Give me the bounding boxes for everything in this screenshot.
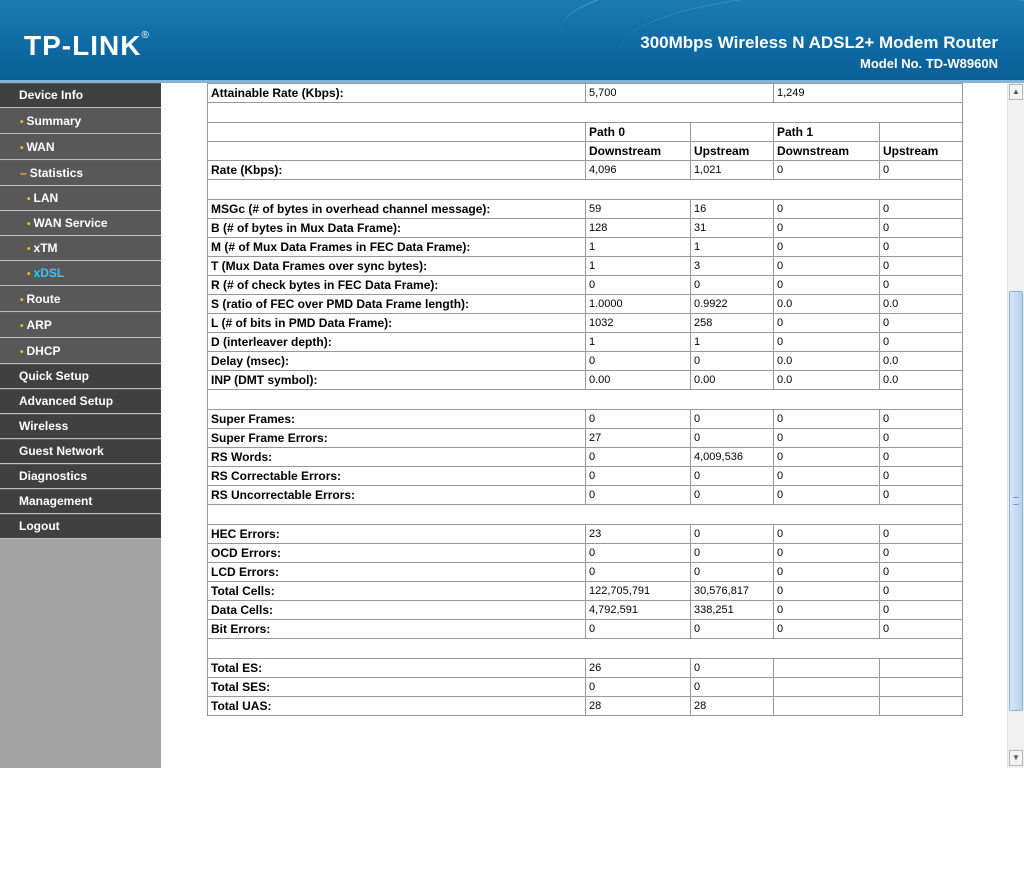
cell-value: 338,251: [691, 601, 774, 620]
sidebar-item-summary[interactable]: [0, 108, 161, 134]
row-label: RS Correctable Errors:: [208, 467, 586, 486]
row-label: RS Uncorrectable Errors:: [208, 486, 586, 505]
cell-value: 0: [774, 544, 880, 563]
cell-value: 0: [880, 620, 963, 639]
cell-value: 1: [691, 238, 774, 257]
cell-value: 0: [691, 678, 774, 697]
sidebar-item-label: ARP: [26, 318, 52, 332]
sidebar-item-label: WAN Service: [33, 216, 108, 230]
sidebar-item-label: Summary: [26, 114, 82, 128]
cell-value: 0: [880, 161, 963, 180]
cell-value: 0: [880, 219, 963, 238]
cell-value: 0: [691, 544, 774, 563]
model-number: Model No. TD-W8960N: [860, 56, 998, 71]
sidebar-item-label: Advanced Setup: [19, 394, 114, 408]
cell-value: 0.00: [586, 371, 691, 390]
cell-value: 0: [586, 563, 691, 582]
sidebar-item-wireless[interactable]: [0, 414, 161, 439]
sidebar-item-label: Wireless: [19, 419, 69, 433]
cell-value: 0: [774, 219, 880, 238]
table-row-msgc: [208, 200, 963, 219]
cell-value: 0: [691, 410, 774, 429]
table-row-attainable-rate: [208, 84, 963, 103]
table-row-data-cells: [208, 601, 963, 620]
table-row-super-frame-errors: [208, 429, 963, 448]
column-header-downstream: Downstream: [586, 142, 691, 161]
column-header-path1: Path 1: [774, 123, 880, 142]
table-spacer-row: [208, 103, 963, 123]
table-row-rs-correctable: [208, 467, 963, 486]
cell-value: 0.00: [691, 371, 774, 390]
cell-value: 0: [880, 238, 963, 257]
cell-value: 0: [774, 467, 880, 486]
cell-value: 0.0: [774, 352, 880, 371]
cell-value: 0: [586, 410, 691, 429]
table-row-lcd-errors: [208, 563, 963, 582]
row-label: HEC Errors:: [208, 525, 586, 544]
cell-value: 0.0: [880, 371, 963, 390]
cell-value: 0: [880, 276, 963, 295]
bullet-icon: •: [20, 143, 24, 154]
sidebar-item-dhcp[interactable]: [0, 338, 161, 364]
sidebar-item-wan-service[interactable]: [0, 211, 161, 236]
sidebar-item-label: WAN: [26, 140, 55, 154]
cell-value: 0.0: [774, 371, 880, 390]
table-row-bit-errors: [208, 620, 963, 639]
table-row-direction-header: [208, 142, 963, 161]
cell-value: 16: [691, 200, 774, 219]
row-label: Total ES:: [208, 659, 586, 678]
cell-value: 0: [880, 467, 963, 486]
cell-value: 0: [691, 276, 774, 295]
cell-value: 0: [774, 429, 880, 448]
sidebar-item-label: Device Info: [19, 88, 84, 102]
row-label: T (Mux Data Frames over sync bytes):: [208, 257, 586, 276]
cell-value: 0: [880, 525, 963, 544]
cell-value: 0: [880, 582, 963, 601]
vertical-scrollbar[interactable]: [1007, 83, 1024, 768]
table-row-rs-words: [208, 448, 963, 467]
cell-value: 0: [586, 678, 691, 697]
cell-value: 1032: [586, 314, 691, 333]
row-label: S (ratio of FEC over PMD Data Frame length):: [208, 295, 586, 314]
cell-value: 0: [586, 620, 691, 639]
bullet-icon: •: [27, 194, 31, 205]
sidebar-item-xtm[interactable]: [0, 236, 161, 261]
cell-value: 3: [691, 257, 774, 276]
row-label: Super Frames:: [208, 410, 586, 429]
cell-value: 258: [691, 314, 774, 333]
cell-value: 0: [774, 314, 880, 333]
row-label: MSGc (# of bytes in overhead channel message):: [208, 200, 586, 219]
cell-value: 0: [774, 486, 880, 505]
cell-value: 122,705,791: [586, 582, 691, 601]
cell-value: 4,096: [586, 161, 691, 180]
sidebar-item-guest-network[interactable]: [0, 439, 161, 464]
cell-value: 1.0000: [586, 295, 691, 314]
cell-value: 0: [880, 486, 963, 505]
row-label: INP (DMT symbol):: [208, 371, 586, 390]
cell-value: 0: [691, 659, 774, 678]
cell-value: 0: [691, 467, 774, 486]
grip-icon: [1013, 497, 1019, 505]
table-spacer-row: [208, 639, 963, 659]
table-row-total-es: [208, 659, 963, 678]
cell-value: 0: [774, 582, 880, 601]
bullet-icon: •: [20, 347, 24, 358]
sidebar-item-management[interactable]: [0, 489, 161, 514]
sidebar-item-label: DHCP: [26, 344, 61, 358]
sidebar-item-xdsl[interactable]: [0, 261, 161, 286]
cell-value: 0: [774, 161, 880, 180]
sidebar-item-statistics[interactable]: [0, 160, 161, 186]
cell-value: 0.0: [880, 295, 963, 314]
sidebar-item-wan[interactable]: [0, 134, 161, 160]
sidebar-item-device-info[interactable]: [0, 83, 161, 108]
main-content: [161, 83, 1007, 768]
column-header-downstream: Downstream: [774, 142, 880, 161]
row-label: Total SES:: [208, 678, 586, 697]
row-label: Total Cells:: [208, 582, 586, 601]
cell-value: 26: [586, 659, 691, 678]
cell-value: 23: [586, 525, 691, 544]
cell-value: 0: [880, 544, 963, 563]
cell-value: 0: [880, 563, 963, 582]
cell-value: 0: [691, 352, 774, 371]
cell-value: 59: [586, 200, 691, 219]
column-header-upstream: Upstream: [691, 142, 774, 161]
row-label: Rate (Kbps):: [208, 161, 586, 180]
cell-value: 0: [586, 352, 691, 371]
xdsl-statistics-table: [207, 83, 963, 716]
sidebar-item-logout[interactable]: [0, 514, 161, 539]
cell-value: 0: [691, 620, 774, 639]
cell-value: 0: [586, 467, 691, 486]
cell-value: 0: [880, 601, 963, 620]
row-label: M (# of Mux Data Frames in FEC Data Frame):: [208, 238, 586, 257]
cell-value: 1: [586, 333, 691, 352]
cell-value: 0.0: [880, 352, 963, 371]
cell-value: 0: [774, 257, 880, 276]
sidebar-item-label: Route: [26, 292, 61, 306]
table-spacer-row: [208, 390, 963, 410]
cell-value: 4,009,536: [691, 448, 774, 467]
cell-value: 0: [774, 563, 880, 582]
cell-value: 128: [586, 219, 691, 238]
brand-name: TP-LINK: [24, 30, 142, 61]
cell-value: 0: [774, 238, 880, 257]
cell-value: 0: [880, 200, 963, 219]
table-row-d: [208, 333, 963, 352]
cell-value: 0: [774, 410, 880, 429]
minus-icon: –: [20, 166, 27, 180]
sidebar-item-label: Guest Network: [19, 444, 104, 458]
cell-value: 0: [774, 276, 880, 295]
table-row-m: [208, 238, 963, 257]
sidebar-item-label: Diagnostics: [19, 469, 88, 483]
cell-value: 0: [774, 601, 880, 620]
arrow-up-icon[interactable]: ▲: [1009, 84, 1023, 100]
cell-value: 5,700: [586, 84, 774, 103]
table-row-delay: [208, 352, 963, 371]
cell-value: 0: [880, 314, 963, 333]
table-row-total-cells: [208, 582, 963, 601]
product-title: 300Mbps Wireless N ADSL2+ Modem Router: [640, 33, 998, 52]
header-banner: [0, 0, 1024, 80]
sidebar-item-label: xTM: [33, 241, 58, 255]
cell-value: 0: [880, 448, 963, 467]
cell-value: 31: [691, 219, 774, 238]
cell-value: 4,792,591: [586, 601, 691, 620]
table-row-s: [208, 295, 963, 314]
sidebar-item-label: xDSL: [33, 266, 65, 280]
cell-value: 0: [880, 429, 963, 448]
cell-value: 0: [691, 429, 774, 448]
bullet-icon: •: [27, 219, 31, 230]
cell-value: 0: [774, 525, 880, 544]
row-label: Total UAS:: [208, 697, 586, 716]
scrollbar-thumb[interactable]: [1009, 291, 1023, 711]
cell-value: 1,249: [774, 84, 963, 103]
brand-registered-mark: ®: [141, 30, 150, 41]
cell-value: 0.0: [774, 295, 880, 314]
row-label: B (# of bytes in Mux Data Frame):: [208, 219, 586, 238]
cell-value: 1: [691, 333, 774, 352]
table-row-b: [208, 219, 963, 238]
cell-value: 0: [691, 486, 774, 505]
row-label: OCD Errors:: [208, 544, 586, 563]
cell-value: 0: [586, 486, 691, 505]
row-label: LCD Errors:: [208, 563, 586, 582]
brand-logo: [24, 30, 150, 62]
sidebar-item-advanced-setup[interactable]: [0, 389, 161, 414]
cell-value: 0: [880, 257, 963, 276]
table-row-inp: [208, 371, 963, 390]
sidebar-item-diagnostics[interactable]: [0, 464, 161, 489]
cell-value: 0: [774, 200, 880, 219]
row-label: Super Frame Errors:: [208, 429, 586, 448]
bullet-icon: •: [27, 244, 31, 255]
cell-value: 0: [691, 563, 774, 582]
table-row-rate: [208, 161, 963, 180]
bullet-icon: •: [27, 269, 31, 280]
sidebar-item-label: Statistics: [29, 166, 84, 180]
sidebar-item-label: LAN: [33, 191, 59, 205]
bullet-icon: •: [20, 117, 24, 128]
sidebar-item-label: Logout: [19, 519, 60, 533]
row-label: Delay (msec):: [208, 352, 586, 371]
bullet-icon: •: [20, 321, 24, 332]
arrow-down-icon[interactable]: ▼: [1009, 750, 1023, 766]
sidebar-menu: [0, 83, 161, 768]
table-row-r: [208, 276, 963, 295]
row-label: Data Cells:: [208, 601, 586, 620]
cell-value: 0: [880, 333, 963, 352]
table-row-t: [208, 257, 963, 276]
table-row-l: [208, 314, 963, 333]
cell-value: 0: [691, 525, 774, 544]
row-label: Attainable Rate (Kbps):: [208, 84, 586, 103]
row-label: D (interleaver depth):: [208, 333, 586, 352]
sidebar-item-label: Quick Setup: [19, 369, 90, 383]
sidebar-item-route[interactable]: [0, 286, 161, 312]
cell-value: 0: [774, 333, 880, 352]
row-label: RS Words:: [208, 448, 586, 467]
row-label: Bit Errors:: [208, 620, 586, 639]
row-label: R (# of check bytes in FEC Data Frame):: [208, 276, 586, 295]
cell-value: 0: [880, 410, 963, 429]
cell-value: 0: [774, 620, 880, 639]
cell-value: 27: [586, 429, 691, 448]
table-row-total-ses: [208, 678, 963, 697]
table-row-rs-uncorrectable: [208, 486, 963, 505]
cell-value: 1,021: [691, 161, 774, 180]
cell-value: 28: [691, 697, 774, 716]
cell-value: 28: [586, 697, 691, 716]
table-row-total-uas: [208, 697, 963, 716]
cell-value: 0: [586, 544, 691, 563]
column-header-upstream: Upstream: [880, 142, 963, 161]
table-spacer-row: [208, 180, 963, 200]
cell-value: 1: [586, 257, 691, 276]
column-header-path0: Path 0: [586, 123, 691, 142]
table-row-ocd-errors: [208, 544, 963, 563]
cell-value: 0: [586, 276, 691, 295]
cell-value: 0.9922: [691, 295, 774, 314]
cell-value: 1: [586, 238, 691, 257]
bullet-icon: •: [20, 295, 24, 306]
cell-value: 0: [774, 448, 880, 467]
table-row-hec-errors: [208, 525, 963, 544]
cell-value: 30,576,817: [691, 582, 774, 601]
table-row-super-frames: [208, 410, 963, 429]
row-label: L (# of bits in PMD Data Frame):: [208, 314, 586, 333]
sidebar-item-lan[interactable]: [0, 186, 161, 211]
table-spacer-row: [208, 505, 963, 525]
sidebar-item-label: Management: [19, 494, 93, 508]
cell-value: 0: [586, 448, 691, 467]
sidebar-item-quick-setup[interactable]: [0, 364, 161, 389]
table-row-path-header: [208, 123, 963, 142]
sidebar-item-arp[interactable]: [0, 312, 161, 338]
